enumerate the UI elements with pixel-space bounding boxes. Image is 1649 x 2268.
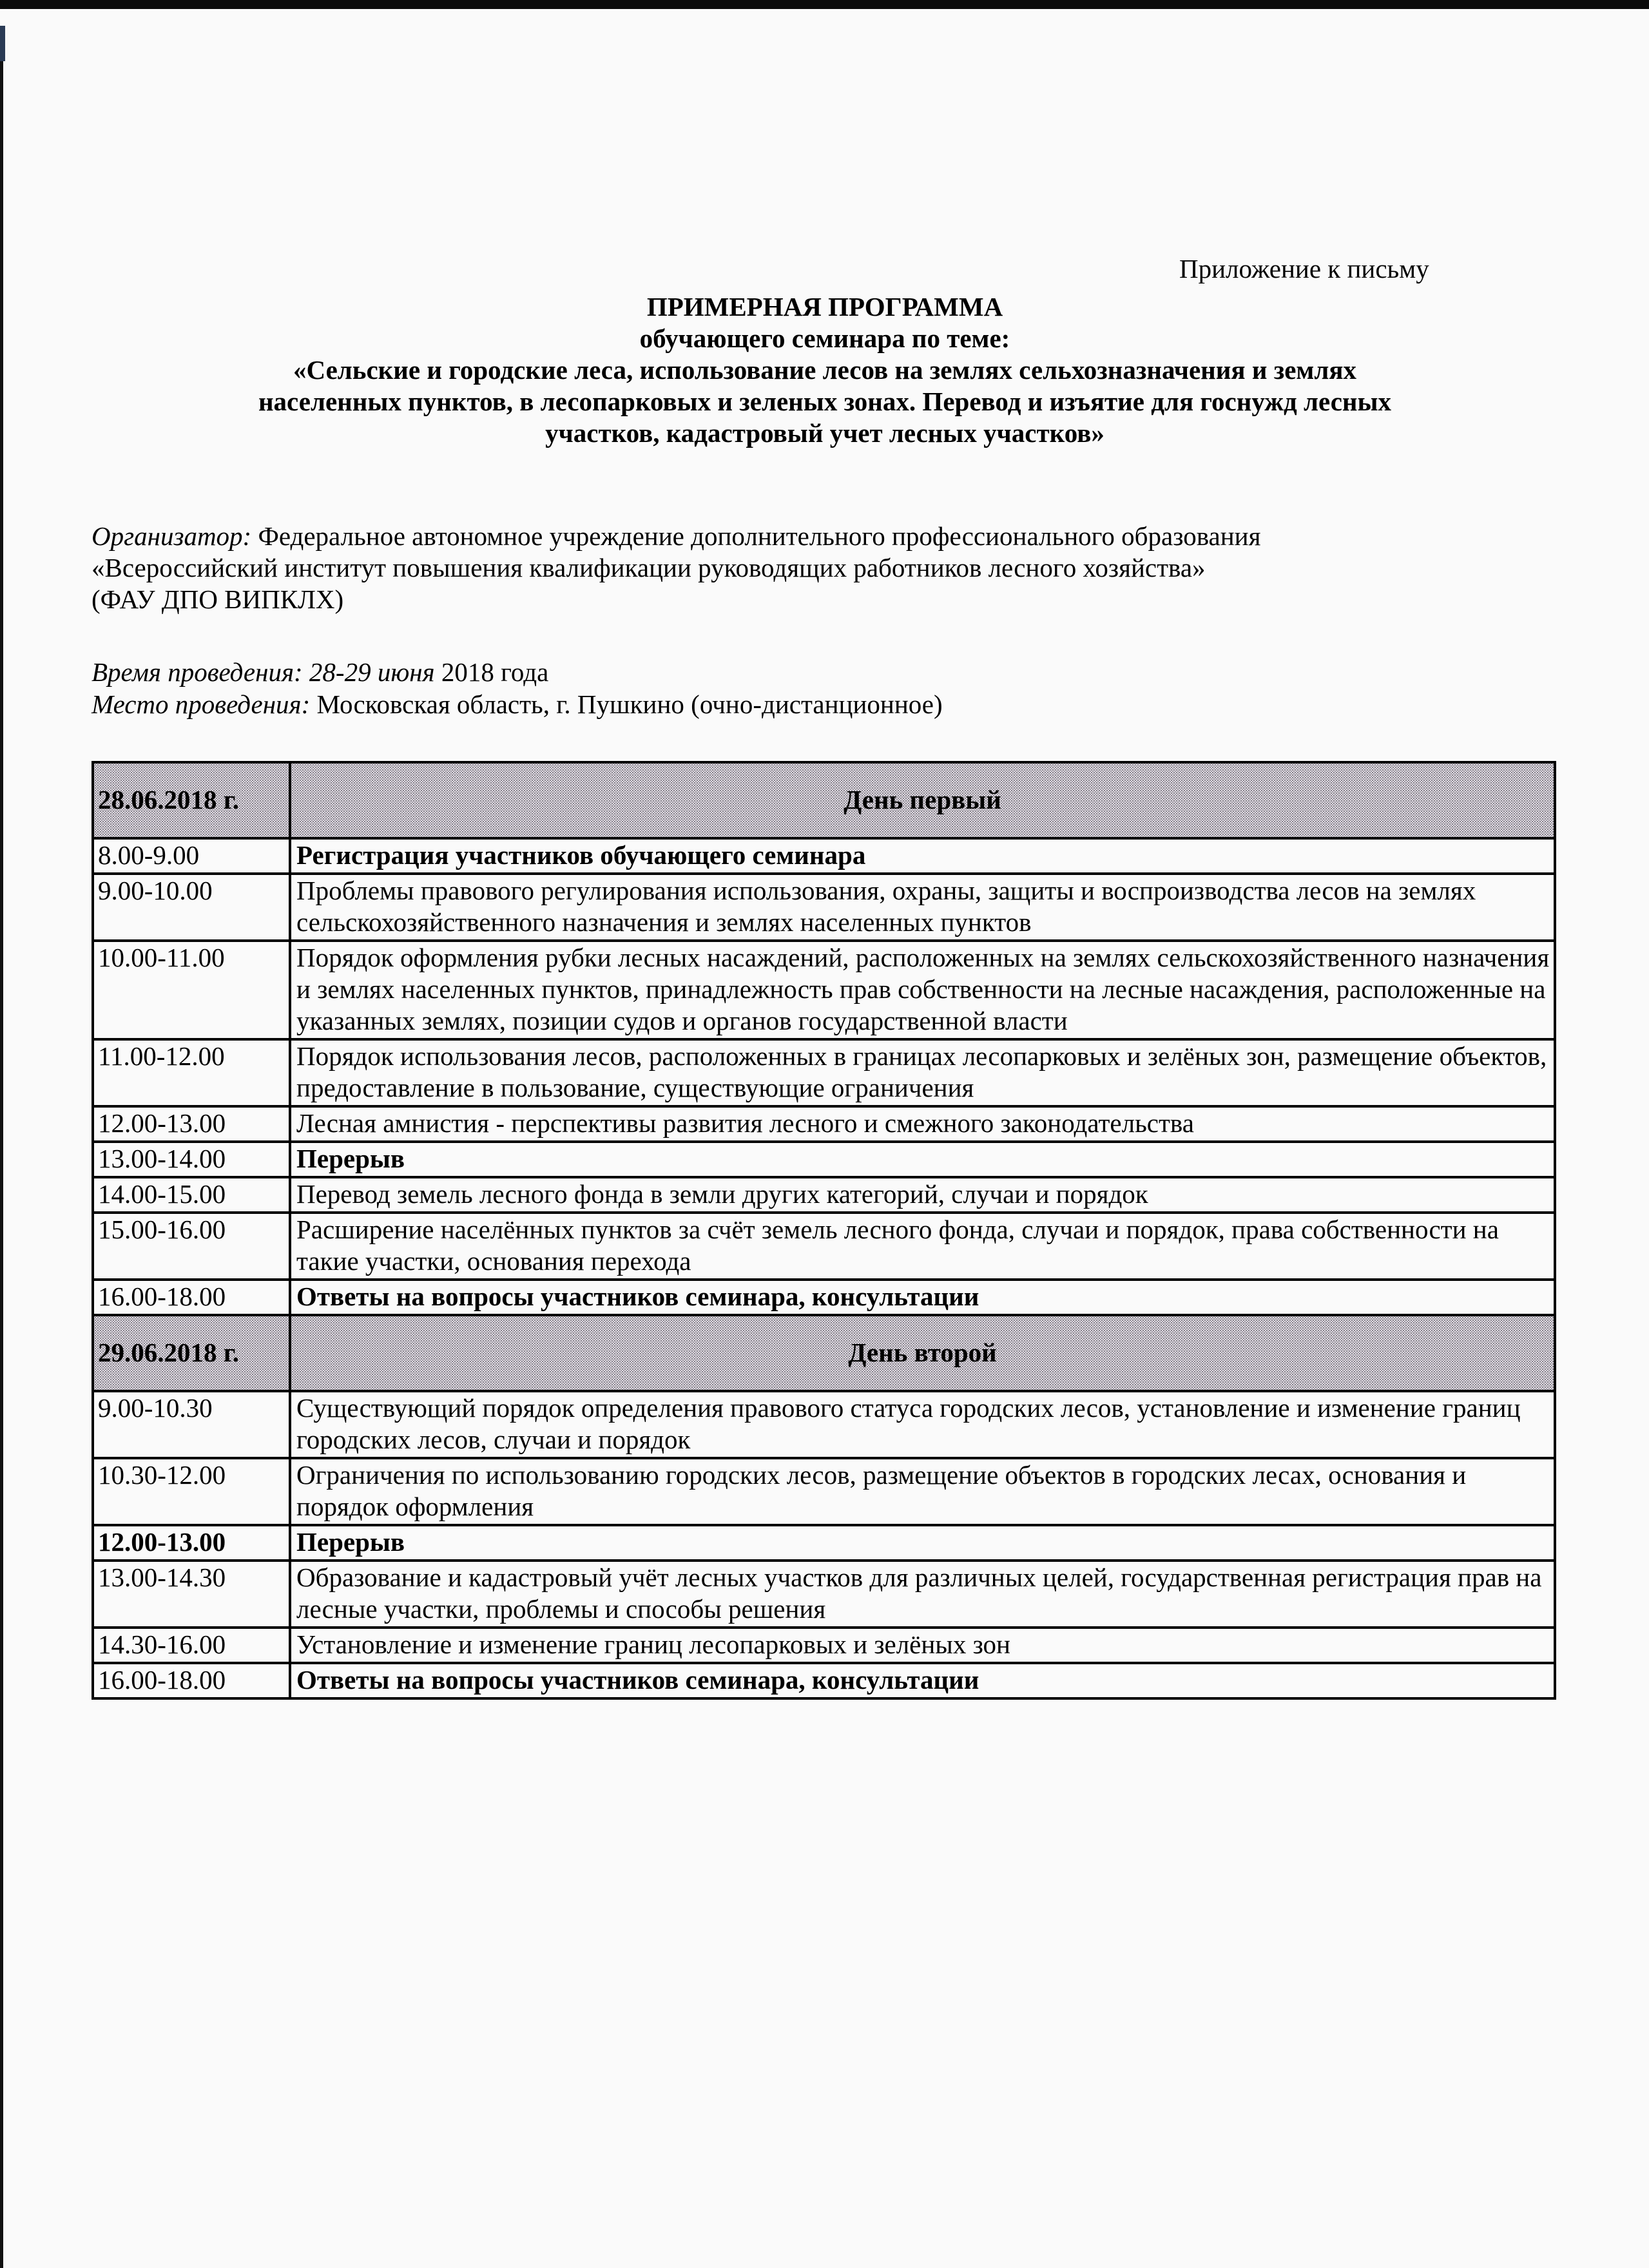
session-topic: Ответы на вопросы участников семинара, консультации <box>290 1280 1555 1315</box>
day-date: 28.06.2018 г. <box>93 762 290 838</box>
organizer-line-3: (ФАУ ДПО ВИПКЛХ) <box>92 584 344 614</box>
session-time: 14.00-15.00 <box>93 1177 290 1213</box>
session-time: 10.00-11.00 <box>93 941 290 1039</box>
seminar-topic-line-2: населенных пунктов, в лесопарковых и зеленых зонах. Перевод и изъятие для госнужд лесных <box>258 387 1392 416</box>
session-topic: Порядок использования лесов, расположенных в границах лесопарковых и зелёных зон, размещение объектов, предоставление в пользование, существующие ограничения <box>290 1039 1555 1106</box>
table-row <box>93 941 1555 1039</box>
session-topic: Перерыв <box>290 1525 1555 1561</box>
table-row <box>93 1458 1555 1525</box>
document-subtitle: обучающего семинара по теме: <box>639 323 1010 353</box>
session-topic: Перевод земель лесного фонда в земли других категорий, случаи и порядок <box>290 1177 1555 1213</box>
session-topic: Установление и изменение границ лесопарковых и зелёных зон <box>290 1628 1555 1663</box>
table-row <box>93 1142 1555 1177</box>
table-row <box>93 1525 1555 1561</box>
session-time: 9.00-10.30 <box>93 1391 290 1458</box>
organizer-line-2: «Всероссийский институт повышения квалификации руководящих работников лесного хозяйства» <box>92 553 1206 582</box>
session-topic: Ответы на вопросы участников семинара, консультации <box>290 1663 1555 1698</box>
session-topic: Порядок оформления рубки лесных насаждений, расположенных на землях сельскохозяйственного назначения и землях населенных пунктов, принадлежность прав собственности на лесные насаждения, расположенные на указанных землях, позиции судов и органов государственной власти <box>290 941 1555 1039</box>
session-topic: Ограничения по использованию городских лесов, размещение объектов в городских лесах, основания и порядок оформления <box>290 1458 1555 1525</box>
session-time: 11.00-12.00 <box>93 1039 290 1106</box>
document-title: ПРИМЕРНАЯ ПРОГРАММА <box>646 292 1003 322</box>
event-place-label: Место проведения: <box>92 689 311 719</box>
table-row <box>93 1213 1555 1280</box>
session-time: 16.00-18.00 <box>93 1280 290 1315</box>
table-row <box>93 1177 1555 1213</box>
event-details <box>92 656 1574 720</box>
session-time: 14.30-16.00 <box>93 1628 290 1663</box>
organizer-block <box>92 521 1574 615</box>
organizer-line-1 <box>92 521 1574 552</box>
session-time: 13.00-14.30 <box>93 1561 290 1628</box>
session-time: 13.00-14.00 <box>93 1142 290 1177</box>
table-row <box>93 838 1555 874</box>
event-place <box>92 688 1574 720</box>
table-row <box>93 1561 1555 1628</box>
session-topic: Образование и кадастровый учёт лесных участков для различных целей, государственная регистрация прав на лесные участки, проблемы и способы решения <box>290 1561 1555 1628</box>
session-topic: Существующий порядок определения правового статуса городских лесов, установление и изменение границ городских лесов, случаи и порядок <box>290 1391 1555 1458</box>
session-topic: Проблемы правового регулирования использования, охраны, защиты и воспроизводства лесов на землях сельскохозяйственного назначения и землях населенных пунктов <box>290 874 1555 941</box>
session-topic: Расширение населённых пунктов за счёт земель лесного фонда, случаи и порядок, права собственности на такие участки, основания перехода <box>290 1213 1555 1280</box>
table-row <box>93 1628 1555 1663</box>
table-row <box>93 874 1555 941</box>
title-block <box>90 291 1559 449</box>
organizer-label: Организатор: <box>92 521 252 551</box>
day-title: День второй <box>290 1315 1555 1391</box>
session-time: 12.00-13.00 <box>93 1106 290 1142</box>
event-time-label: Время проведения: 28-29 июня <box>92 657 435 687</box>
session-time: 15.00-16.00 <box>93 1213 290 1280</box>
day-title: День первый <box>290 762 1555 838</box>
session-time: 10.30-12.00 <box>93 1458 290 1525</box>
session-time: 9.00-10.00 <box>93 874 290 941</box>
table-row <box>93 1039 1555 1106</box>
day-header-row <box>93 762 1555 838</box>
event-time-value: 2018 года <box>434 657 549 687</box>
annex-label: Приложение к письму <box>1179 254 1429 284</box>
schedule-table <box>92 761 1556 1700</box>
seminar-topic-line-3: участков, кадастровый учет лесных участков» <box>545 418 1104 448</box>
day-date: 29.06.2018 г. <box>93 1315 290 1391</box>
organizer-name: Федеральное автономное учреждение дополнительного профессионального образования <box>251 521 1261 551</box>
seminar-topic-line-1: «Сельские и городские леса, использование лесов на землях сельхозназначения и землях <box>293 355 1357 385</box>
session-topic: Регистрация участников обучающего семинара <box>290 838 1555 874</box>
table-row <box>93 1663 1555 1698</box>
day-header-row <box>93 1315 1555 1391</box>
session-topic: Перерыв <box>290 1142 1555 1177</box>
session-time: 8.00-9.00 <box>93 838 290 874</box>
table-row <box>93 1106 1555 1142</box>
event-place-value: Московская область, г. Пушкино (очно-дистанционное) <box>310 689 943 719</box>
session-topic: Лесная амнистия - перспективы развития лесного и смежного законодательства <box>290 1106 1555 1142</box>
event-time <box>92 656 1574 688</box>
table-row <box>93 1280 1555 1315</box>
session-time: 12.00-13.00 <box>93 1525 290 1561</box>
table-row <box>93 1391 1555 1458</box>
session-time: 16.00-18.00 <box>93 1663 290 1698</box>
